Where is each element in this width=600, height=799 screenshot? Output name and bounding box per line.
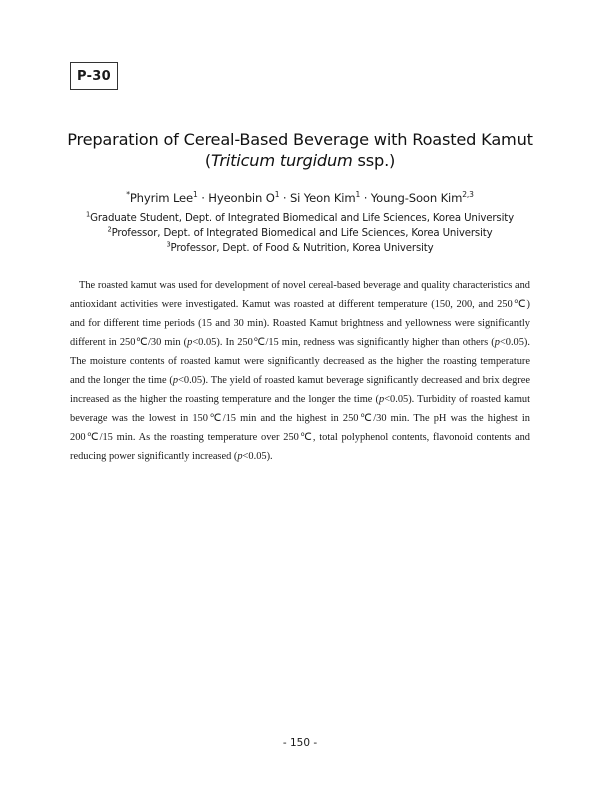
author-list (40, 190, 560, 206)
affiliation-text: Graduate Student, Dept. of Integrated Biomedical and Life Sciences, Korea University (90, 213, 514, 224)
p-value-symbol: p (237, 451, 243, 462)
p-value-symbol: p (172, 375, 179, 386)
affiliation-item (40, 226, 560, 241)
abstract-text: <0.05). (242, 451, 273, 462)
title-line-1: Preparation of Cereal-Based Beverage with Roasted Kamut (67, 130, 533, 149)
page-number: - 150 - (282, 737, 318, 749)
title-paren: ( (204, 151, 211, 170)
title-line-2 (60, 150, 540, 171)
affiliation-list (40, 211, 560, 256)
title-line-2-rest: ssp.) (352, 151, 396, 170)
author-separator: · (360, 191, 371, 205)
author-name: Si Yeon Kim (289, 191, 356, 205)
abstract-text: The roasted kamut was used for development of novel cereal-based beverage and quality characteristics and antioxidant activities were investigated. Kamut was roasted at different temperature (150, 200, and 250℃) and for different time periods (15 and 30 min). Roasted Kamut brightness and yellowness were significantly different in 250℃/30 min ( (70, 280, 530, 348)
affiliation-number: 3 (166, 240, 171, 249)
affiliation-item (40, 241, 560, 256)
affiliation-item (40, 211, 560, 226)
author-affiliation-mark: 1 (355, 190, 361, 200)
author-affiliation-mark: 2,3 (462, 190, 474, 200)
affiliation-number: 1 (86, 210, 91, 219)
paper-title (60, 129, 540, 171)
author-separator: · (197, 191, 209, 205)
affiliation-number: 2 (107, 225, 112, 234)
author-affiliation-mark: 1 (274, 190, 280, 200)
abstract-text: <0.05). In 250℃/15 min, redness was significantly higher than others ( (192, 337, 495, 348)
affiliation-text: Professor, Dept. of Integrated Biomedical and Life Sciences, Korea University (111, 228, 493, 239)
abstract-text: <0.05). The yield of roasted kamut beverage significantly decreased and brix degree increased as the higher the roasting temperature and the longer the time ( (70, 375, 530, 405)
author-name: Phyrim Lee (129, 191, 194, 205)
affiliation-text: Professor, Dept. of Food & Nutrition, Korea University (170, 243, 434, 254)
author-name: Young-Soon Kim (370, 191, 463, 205)
p-value-symbol: p (494, 337, 500, 348)
author-name: Hyeonbin O (208, 191, 275, 205)
author-affiliation-mark: 1 (193, 190, 198, 200)
abstract-text: <0.05). Turbidity of roasted kamut beverage was the lowest in 150℃/15 min and the highest in 250℃/30 min. The pH was the highest in 200℃/15 min. As the roasting temperature over 250℃, total polyphenol contents, flavonoid contents and reducing power significantly increased ( (70, 394, 530, 462)
p-value-symbol: p (187, 337, 193, 348)
abstract-text: <0.05). The moisture contents of roasted kamut were significantly decreased as the higher the roasting temperature and the longer the time ( (70, 337, 530, 386)
scientific-name: Triticum turgidum (210, 151, 353, 170)
abstract-paragraph (70, 276, 530, 466)
corresponding-mark: * (126, 190, 130, 200)
p-value-symbol: p (378, 394, 385, 405)
author-separator: · (279, 191, 290, 205)
poster-id-box: P-30 (70, 62, 118, 90)
